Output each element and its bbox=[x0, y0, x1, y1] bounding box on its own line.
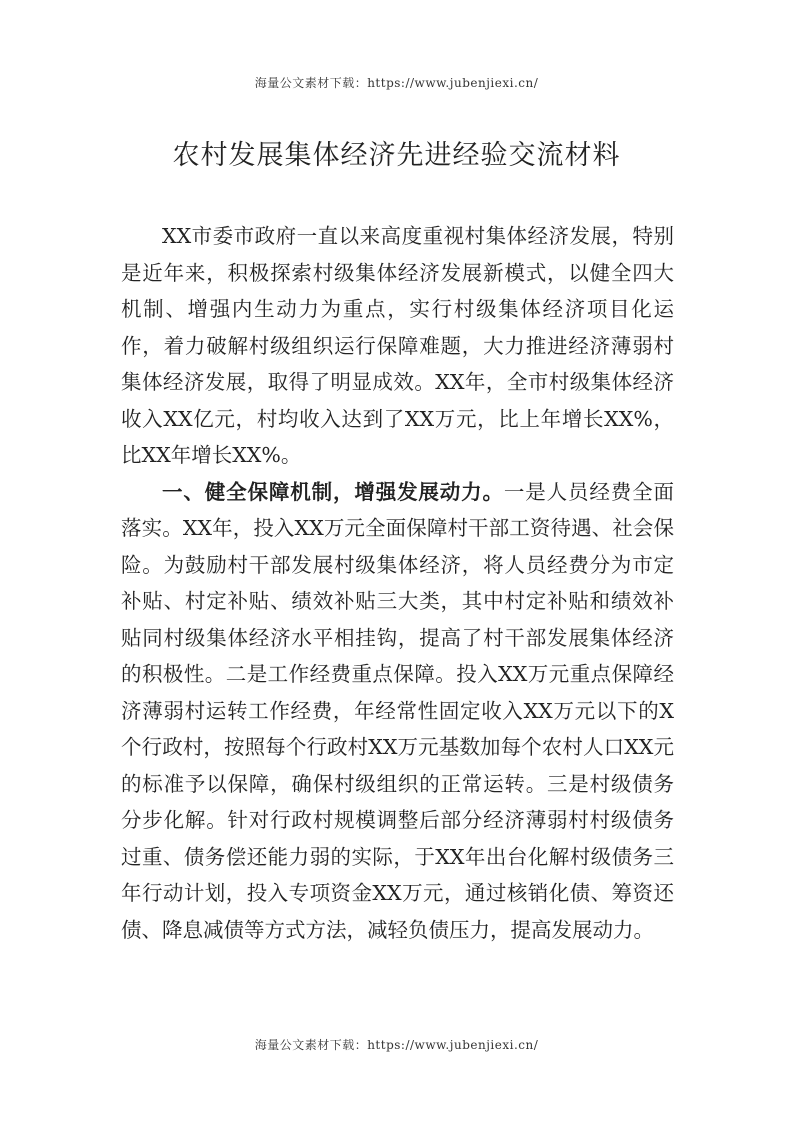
paragraph-intro bbox=[121, 218, 674, 474]
paragraph-section-1 bbox=[121, 474, 674, 949]
paragraph-section-1-text: 一是人员经费全面落实。XX年，投入XX万元全面保障村干部工资待遇、社会保险。为鼓励村干部发展村级集体经济，将人员经费分为市定补贴、村定补贴、绩效补贴三大类，其中村定补贴和绩效补贴同村级集体经济水平相挂钩，提高了村干部发展集体经济的积极性。二是工作经费重点保障。投入XX万元重点保障经济薄弱村运转工作经费，年经常性固定收入XX万元以下的X个行政村，按照每个行政村XX万元基数加每个农村人口XX元的标准予以保障，确保村级组织的正常运转。三是村级债务分步化解。针对行政村规模调整后部分经济薄弱村村级债务过重、债务偿还能力弱的实际，于XX年出台化解村级债务三年行动计划，投入专项资金XX万元，通过核销化债、筹资还债、降息减债等方式方法，减轻负债压力，提高发展动力。 bbox=[121, 479, 675, 942]
paragraph-intro-text: XX市委市政府一直以来高度重视村集体经济发展，特别是近年来，积极探索村级集体经济发展新模式，以健全四大机制、增强内生动力为重点，实行村级集体经济项目化运作，着力破解村级组织运行保障难题，大力推进经济薄弱村集体经济发展，取得了明显成效。XX年，全市村级集体经济收入XX亿元，村均收入达到了XX万元，比上年增长XX%，比XX年增长XX%。 bbox=[121, 224, 674, 467]
page-header: 海量公文素材下载：https://www.jubenjiexi.cn/ bbox=[254, 76, 539, 90]
section-heading: 一、健全保障机制，增强发展动力。 bbox=[162, 479, 504, 504]
page-footer: 海量公文素材下载：https://www.jubenjiexi.cn/ bbox=[254, 1038, 539, 1052]
document-body bbox=[121, 218, 674, 948]
document-title: 农村发展集体经济先进经验交流材料 bbox=[172, 140, 621, 171]
